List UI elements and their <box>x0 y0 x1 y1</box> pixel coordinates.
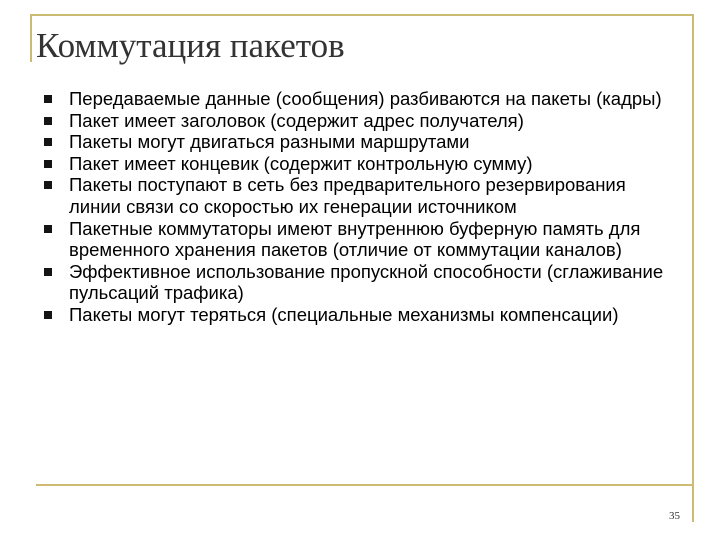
page-number: 35 <box>669 510 680 522</box>
bullet-item <box>36 88 676 110</box>
bullet-item <box>36 153 676 175</box>
square-bullet-icon <box>44 117 52 125</box>
bullet-text: Пакеты поступают в сеть без предварительного резервирования линии связи со скоростью их генерации источником <box>69 174 626 217</box>
bullet-text: Пакеты могут двигаться разными маршрутами <box>69 131 470 153</box>
bullet-item <box>36 304 676 326</box>
frame-top-line <box>30 14 694 16</box>
bullet-text: Эффективное использование пропускной способности (сглаживание пульсаций трафика) <box>69 260 664 304</box>
frame-right-line <box>692 14 694 522</box>
bullet-item <box>36 218 676 261</box>
square-bullet-icon <box>44 138 52 146</box>
bullet-item <box>36 261 676 304</box>
square-bullet-icon <box>44 268 52 276</box>
frame-left-line <box>30 14 32 62</box>
bullet-item <box>36 131 676 153</box>
square-bullet-icon <box>44 311 52 319</box>
bullet-item <box>36 110 676 132</box>
bullet-text: Пакет имеет концевик (содержит контрольную сумму) <box>69 152 533 174</box>
square-bullet-icon <box>44 160 52 168</box>
bullet-list <box>36 88 676 326</box>
square-bullet-icon <box>44 225 52 233</box>
bullet-item <box>36 174 676 217</box>
bullet-text: Пакет имеет заголовок (содержит адрес получателя) <box>69 109 524 131</box>
square-bullet-icon <box>44 95 52 103</box>
bullet-text: Пакетные коммутаторы имеют внутреннюю буферную память для временного хранения пакетов (отличие от коммутации каналов) <box>69 217 641 261</box>
frame-bottom-line <box>36 484 694 486</box>
bullet-text: Передаваемые данные (сообщения) разбиваются на пакеты (кадры) <box>69 88 662 109</box>
slide-title: Коммутация пакетов <box>36 26 345 65</box>
square-bullet-icon <box>44 181 52 189</box>
bullet-text: Пакеты могут теряться (специальные механизмы компенсации) <box>69 303 619 325</box>
